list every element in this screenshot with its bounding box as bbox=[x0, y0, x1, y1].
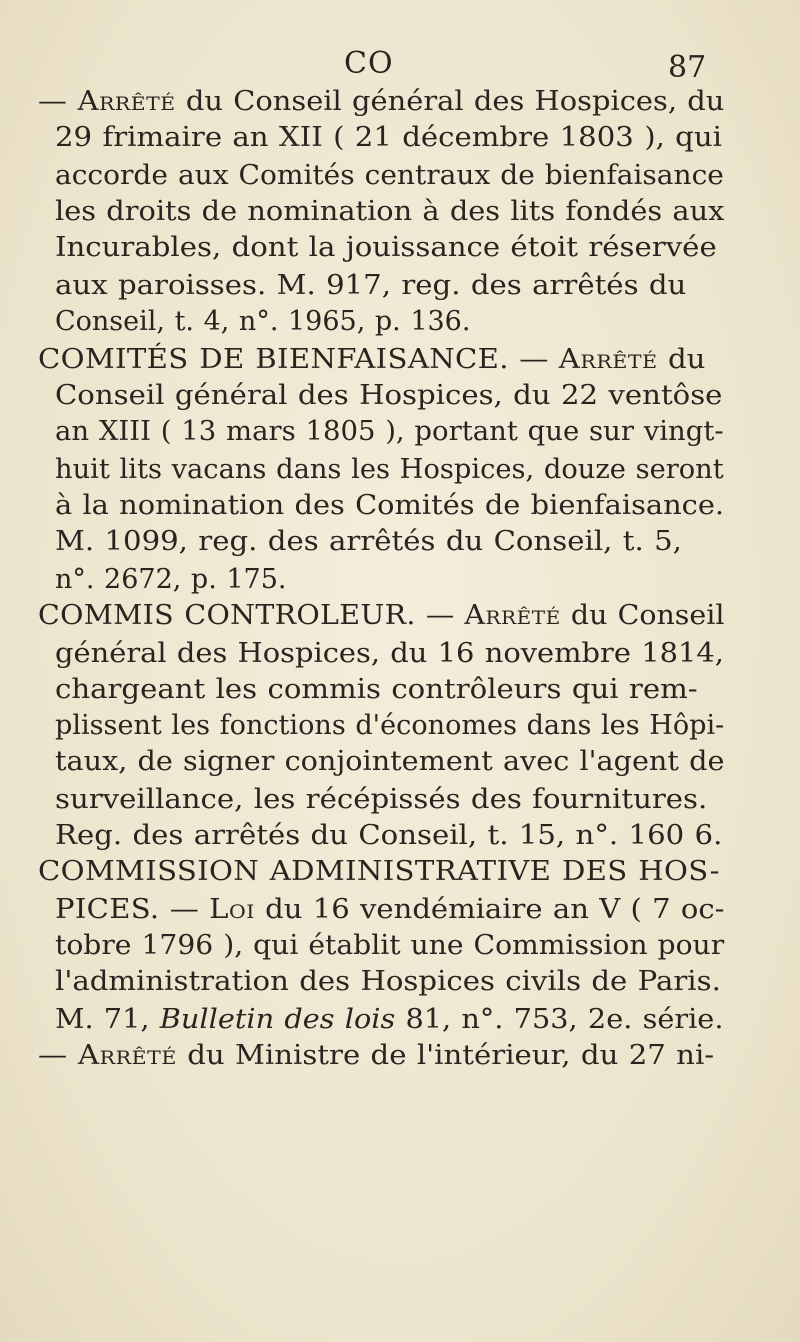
line-text: les droits de nomination à des lits fondés aux bbox=[55, 196, 725, 227]
small-caps-text: Arrêté bbox=[464, 600, 561, 631]
line-text: du Ministre de l'intérieur, du 27 ni- bbox=[176, 1040, 715, 1071]
heading-text: COMMIS CONTROLEUR. bbox=[38, 600, 416, 631]
text-line bbox=[38, 1039, 714, 1073]
line-text: M. 1099, reg. des arrêtés du Conseil, t. 5, bbox=[55, 526, 682, 557]
line-text: du bbox=[657, 344, 706, 375]
page-number: 87 bbox=[668, 50, 707, 85]
text-line bbox=[55, 489, 724, 523]
text-line bbox=[55, 231, 717, 265]
text-line bbox=[55, 709, 724, 743]
line-text: du Conseil général des Hospices, du bbox=[175, 86, 725, 117]
line-text: tobre 1796 ), qui établit une Commission pour bbox=[55, 930, 725, 961]
line-text: à la nomination des Comités de bienfaisance. bbox=[55, 490, 725, 521]
small-caps-text: Arrêté bbox=[66, 86, 176, 117]
text-line bbox=[38, 855, 720, 889]
line-text: Reg. des arrêtés du Conseil, t. 15, n°. 160 6. bbox=[55, 820, 723, 851]
line-text: accorde aux Comités centraux de bienfaisance bbox=[55, 160, 724, 191]
running-head-word: CO bbox=[344, 46, 394, 81]
running-head bbox=[0, 46, 800, 86]
text-line bbox=[55, 563, 287, 597]
text-line bbox=[55, 195, 724, 229]
text-line bbox=[55, 1003, 723, 1037]
text-line bbox=[55, 965, 721, 999]
line-text: 81, n°. 753, 2e. série. bbox=[395, 1004, 724, 1035]
line-text: Conseil général des Hospices, du 22 ventôse bbox=[55, 380, 723, 411]
line-text: — bbox=[508, 344, 559, 375]
text-line bbox=[55, 745, 724, 779]
line-text: — bbox=[38, 86, 67, 117]
text-line bbox=[55, 783, 707, 817]
line-text: aux paroisses. M. 917, reg. des arrêtés du bbox=[55, 270, 687, 301]
text-line bbox=[55, 525, 682, 559]
text-line bbox=[55, 673, 698, 707]
line-text: an XIII ( 13 mars 1805 ), portant que sur vingt- bbox=[55, 416, 724, 447]
small-caps-text: Loi bbox=[209, 894, 255, 925]
text-line bbox=[55, 415, 724, 449]
text-line bbox=[38, 599, 724, 633]
text-line bbox=[55, 305, 470, 339]
text-line bbox=[55, 159, 724, 193]
line-text: Incurables, dont la jouissance étoit réservée bbox=[55, 232, 717, 263]
line-text: Conseil, t. 4, n°. 1965, p. 136. bbox=[55, 306, 471, 337]
text-line bbox=[38, 85, 724, 119]
line-text: taux, de signer conjointement avec l'agent de bbox=[55, 746, 725, 777]
heading-text: COMMISSION ADMINISTRATIVE DES HOS- bbox=[38, 856, 720, 887]
small-caps-text: Arrêté bbox=[558, 344, 658, 375]
line-text: — bbox=[415, 600, 465, 631]
text-line bbox=[55, 379, 722, 413]
line-text: — bbox=[159, 894, 210, 925]
line-text: général des Hospices, du 16 novembre 1814, bbox=[55, 638, 724, 669]
text-line bbox=[55, 269, 686, 303]
small-caps-text: Arrêté bbox=[67, 1040, 177, 1071]
line-text: du Conseil bbox=[560, 600, 725, 631]
text-line bbox=[55, 893, 724, 927]
line-text: n°. 2672, p. 175. bbox=[55, 564, 287, 595]
text-line bbox=[55, 453, 724, 487]
heading-text: COMITÉS DE BIENFAISANCE. bbox=[38, 344, 509, 375]
text-line bbox=[55, 929, 724, 963]
line-text: l'administration des Hospices civils de Paris. bbox=[55, 966, 721, 997]
line-text: 29 frimaire an XII ( 21 décembre 1803 ), qui bbox=[55, 122, 722, 153]
text-line bbox=[55, 819, 722, 853]
line-text: surveillance, les récépissés des fournitures. bbox=[55, 784, 708, 815]
italic-text: Bulletin des lois bbox=[159, 1004, 396, 1035]
line-text: chargeant les commis contrôleurs qui rem- bbox=[55, 674, 698, 705]
line-text: plissent les fonctions d'économes dans les Hôpi- bbox=[55, 710, 725, 741]
heading-text: PICES. bbox=[55, 894, 160, 925]
line-text: huit lits vacans dans les Hospices, douze seront bbox=[55, 454, 724, 485]
text-line bbox=[55, 121, 722, 155]
line-text: M. 71, bbox=[55, 1004, 160, 1035]
text-line bbox=[55, 637, 724, 671]
line-text: du 16 vendémiaire an V ( 7 oc- bbox=[254, 894, 725, 925]
text-line bbox=[38, 343, 705, 377]
line-text: — bbox=[38, 1040, 68, 1071]
